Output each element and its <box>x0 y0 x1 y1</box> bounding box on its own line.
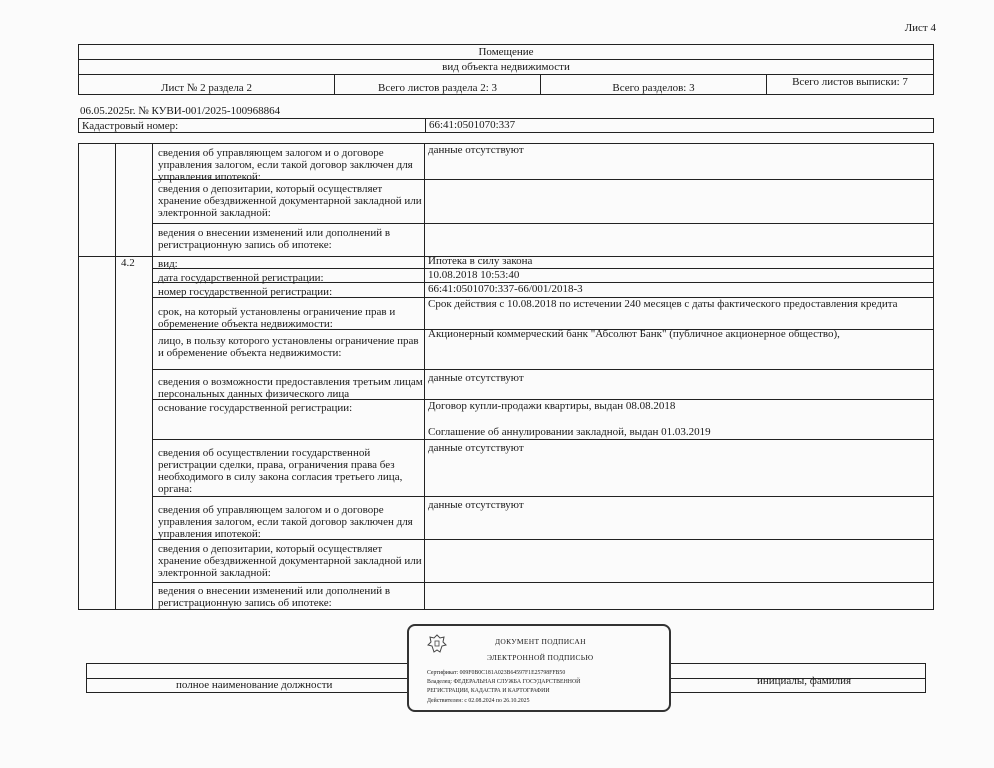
row-label: ведения о внесении изменений или дополнений в регистрационную запись об ипотеке: <box>158 585 391 609</box>
row-value: 66:41:0501070:337-66/001/2018-3 <box>428 283 583 295</box>
row-divider <box>152 369 933 370</box>
row-label: вид: <box>158 258 178 270</box>
row-label: сведения об управляющем залогом и о договоре управления залогом, если такой договор заключен для управления ипотекой: <box>158 147 413 183</box>
sheet-number: Лист 4 <box>904 22 936 34</box>
name-label: инициалы, фамилия <box>757 675 852 687</box>
row-label: сведения о возможности предоставления третьим лицам персональных данных физического лица <box>158 376 423 400</box>
encumbrance-table <box>78 143 934 610</box>
coat-of-arms-icon <box>425 632 449 656</box>
stamp-owner: Владелец: ФЕДЕРАЛЬНАЯ СЛУЖБА ГОСУДАРСТВЕННОЙ <box>427 679 581 685</box>
row-label: сведения об осуществлении государственной регистрации сделки, права, ограничения права без необходимого в силу закона согласия третьего лица, органа: <box>158 447 403 495</box>
header-cell-sheet: Лист № 2 раздела 2 <box>78 74 334 95</box>
row-label: срок, на который установлены ограничение прав и обременение объекта недвижимости: <box>158 306 396 330</box>
row-value: Ипотека в силу закона <box>428 255 533 267</box>
row-value-secondary: Соглашение об аннулировании закладной, выдан 01.03.2019 <box>428 426 711 438</box>
row-value: данные отсутствуют <box>428 144 524 156</box>
row-label: номер государственной регистрации: <box>158 286 333 298</box>
row-value: данные отсутствуют <box>428 442 524 454</box>
row-value: данные отсутствуют <box>428 372 524 384</box>
header-row <box>78 74 934 95</box>
row-value: Срок действия с 10.08.2018 по истечении 240 месяцев с даты фактического предоставления кредита <box>428 298 898 310</box>
header-cell-sections: Всего разделов: 3 <box>540 74 766 95</box>
row-label: сведения о депозитарии, который осуществляет хранение обездвиженной документарной закладной или электронной закладной: <box>158 183 422 219</box>
stamp-validity: Действителен: с 02.08.2024 по 26.10.2025 <box>427 698 530 704</box>
header-cell-total-sheets: Всего листов раздела 2: 3 <box>334 74 540 95</box>
row-value: данные отсутствуют <box>428 499 524 511</box>
object-subtitle: вид объекта недвижимости <box>78 59 934 74</box>
section-number: 4.2 <box>121 257 135 269</box>
row-label: ведения о внесении изменений или дополнений в регистрационную запись об ипотеке: <box>158 227 391 251</box>
row-value: Договор купли-продажи квартиры, выдан 08.08.2018 <box>428 400 676 412</box>
row-label: сведения о депозитарии, который осуществляет хранение обездвиженной документарной закладной или электронной закладной: <box>158 543 422 579</box>
cadastral-row <box>78 118 934 133</box>
stamp-certificate: Сертификат: 009F0B0C181A023B64597F1E25798FFB50 <box>427 670 566 676</box>
row-value: Акционерный коммерческий банк "Абсолют Банк" (публичное акционерное общество), <box>428 328 840 340</box>
row-divider <box>152 496 933 497</box>
stamp-owner-2: РЕГИСТРАЦИИ, КАДАСТРА И КАРТОГРАФИИ <box>427 688 550 694</box>
row-divider <box>152 582 933 583</box>
row-label: сведения об управляющем залогом и о договоре управления залогом, если такой договор заключен для управления ипотекой: <box>158 504 413 540</box>
header-cell-extract-sheets: Всего листов выписки: 7 <box>766 74 934 95</box>
position-label: полное наименование должности <box>176 679 333 691</box>
date-line: 06.05.2025г. № КУВИ-001/2025-100968864 <box>80 105 281 117</box>
row-label: дата государственной регистрации: <box>158 272 324 284</box>
row-value: 10.08.2018 10:53:40 <box>428 269 520 281</box>
row-label: основание государственной регистрации: <box>158 402 353 414</box>
row-divider <box>152 223 933 224</box>
row-label: лицо, в пользу которого установлены ограничение прав и обременение объекта недвижимости: <box>158 335 419 359</box>
col-divider <box>115 144 116 609</box>
stamp-title: ДОКУМЕНТ ПОДПИСАН <box>495 637 586 646</box>
cadastral-value: 66:41:0501070:337 <box>425 119 515 132</box>
object-title: Помещение <box>78 44 934 59</box>
stamp-subtitle: ЭЛЕКТРОННОЙ ПОДПИСЬЮ <box>487 653 594 662</box>
cadastral-label: Кадастровый номер: <box>82 120 179 132</box>
row-divider <box>152 439 933 440</box>
electronic-signature-stamp <box>407 624 671 712</box>
